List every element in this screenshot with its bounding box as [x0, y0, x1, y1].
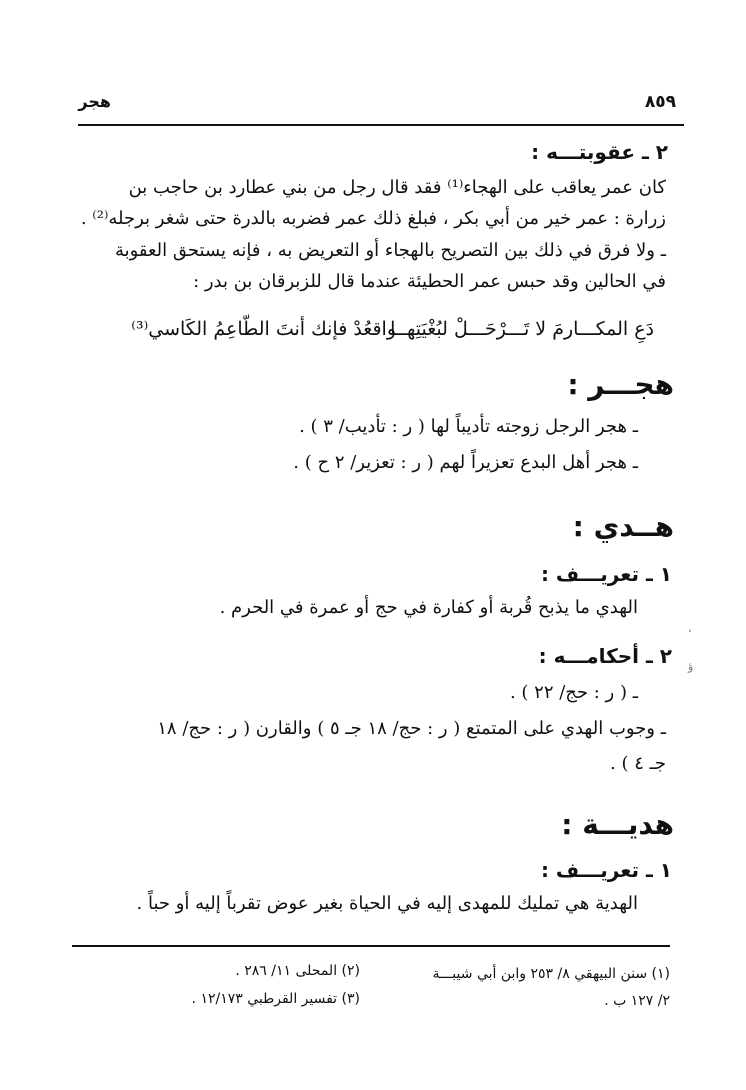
- hady-definition-heading: ١ ـ تعريـــف :: [540, 562, 672, 586]
- footnote-2: (٢) المحلى ١١/ ٢٨٦ .: [235, 963, 360, 979]
- punishment-line-1: كان عمر يعاقب على الهجاء⁽¹⁾ فقد قال رجل من بني عطارد بن حاجب بن: [128, 177, 666, 198]
- footnote-1-line-1: (١) سنن البيهقي ٨/ ٢٥٣ وابن أبي شيبـــة: [432, 966, 670, 982]
- punishment-line-3: ـ ولا فرق في ذلك بين التصريح بالهجاء أو التعريض به ، فإنه يستحق العقوبة: [114, 240, 666, 261]
- hady-rules-line-2: ـ وجوب الهدي على المتمتع ( ر : حج/ ١٨ جـ ٥ ) والقارن ( ر : حج/ ١٨: [157, 718, 666, 739]
- margin-mark-1: ،: [688, 622, 692, 635]
- hadiyya-definition-text: الهدية هي تمليك للمهدى إليه في الحياة بغير عوض تقرباً إليه أو حباً .: [136, 893, 638, 914]
- hady-rules-line-1: ـ ( ر : حج/ ٢٢ ) .: [509, 682, 638, 703]
- poem-second-hemistich: واقعُدْ فإنك أنتَ الطّاعِمُ الكَاسي⁽³⁾: [131, 318, 396, 340]
- hady-rules-line-3: جـ ٤ ) .: [610, 753, 666, 774]
- footnote-3: (٣) تفسير القرطبي ١٢/١٧٣ .: [191, 991, 360, 1007]
- hady-rules-heading: ٢ ـ أحكامـــه :: [538, 644, 672, 668]
- punishment-line-4: في الحالين وقد حبس عمر الحطيئة عندما قال للزبرقان بن بدر :: [193, 271, 666, 292]
- hajr-heading: هجـــر :: [567, 368, 674, 401]
- poem-first-hemistich: دَعِ المكـــارمَ لا تَـــرْحَـــلْ لبُغْيَتِهــا: [390, 318, 654, 340]
- hadiyya-definition-heading: ١ ـ تعريـــف :: [540, 858, 672, 882]
- page-number: ٨٥٩: [644, 92, 676, 112]
- margin-mark-2: ؤ: [688, 660, 694, 673]
- hady-definition-text: الهدي ما يذبح قُربة أو كفارة في حج أو عمرة في الحرم .: [219, 597, 638, 618]
- footnote-rule: [72, 945, 670, 947]
- hajr-line-1: ـ هجر الرجل زوجته تأديباً لها ( ر : تأديب/ ٣ ) .: [299, 416, 638, 437]
- punishment-heading: ٢ ـ عقوبتـــه :: [531, 140, 668, 164]
- hadiyya-heading: هديـــة :: [561, 808, 674, 841]
- footnote-1-line-2: ٢/ ١٢٧ ب .: [604, 993, 670, 1009]
- hajr-line-2: ـ هجر أهل البدع تعزيراً لهم ( ر : تعزير/ ٢ ح ) .: [293, 452, 638, 473]
- hady-heading: هــدي :: [572, 510, 674, 543]
- running-header-title: هجر: [78, 92, 111, 111]
- header-rule: [78, 124, 684, 126]
- punishment-line-2: زرارة : عمر خير من أبي بكر ، فبلغ ذلك عمر فضربه بالدرة حتى شغر برجله⁽²⁾ .: [80, 208, 666, 229]
